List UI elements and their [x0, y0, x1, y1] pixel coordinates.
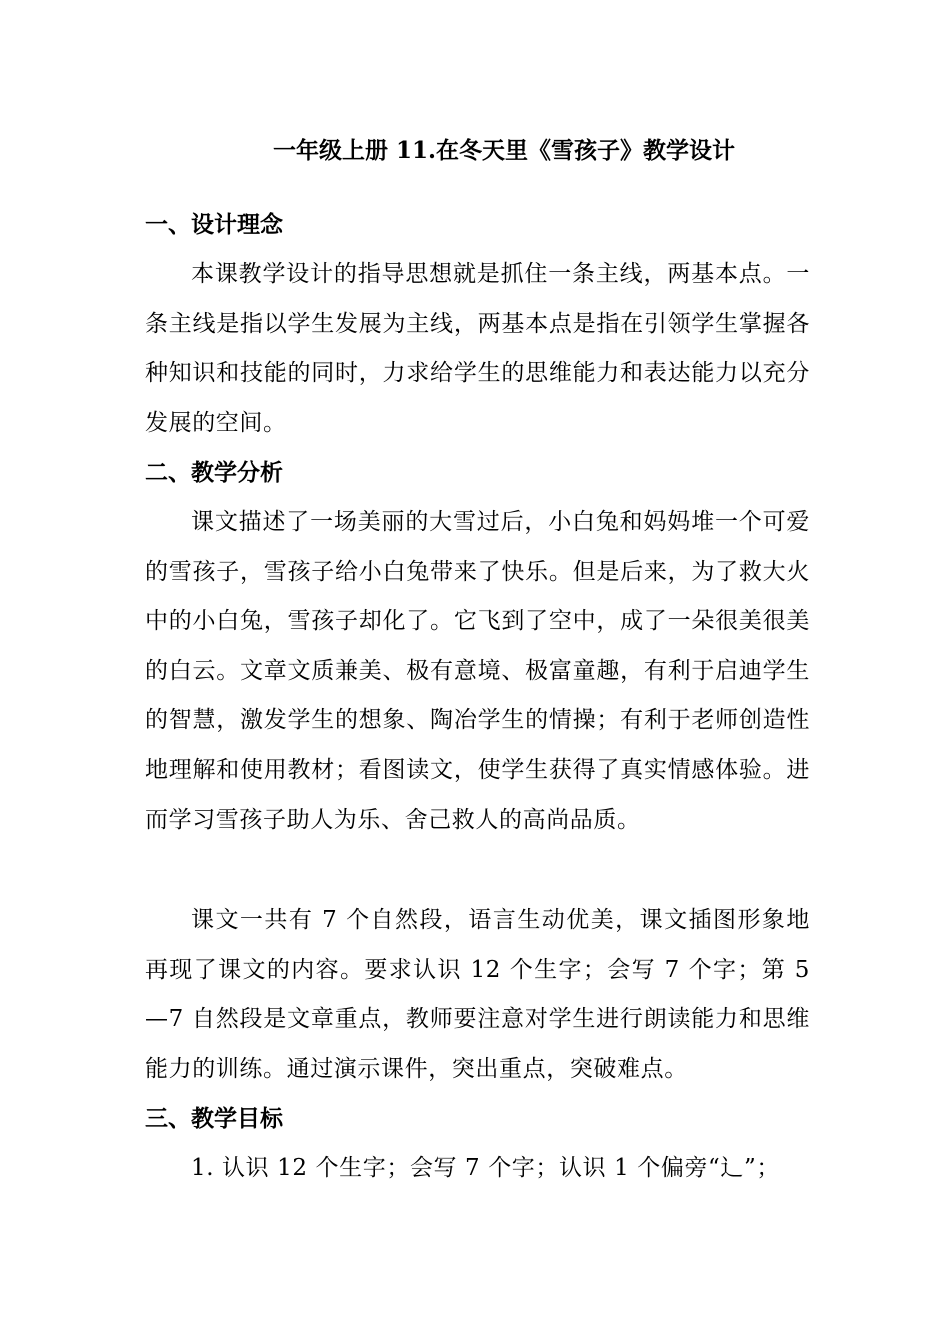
paragraph-teaching-analysis-2: 课文一共有 7 个自然段，语言生动优美，课文插图形象地再现了课文的内容。要求认识 12 个生字；会写 7 个字；第 5—7 自然段是文章重点，教师要注意对学生进行朗读能力和思维能力的训练。通过演示课件，突出重点，突破难点。 — [145, 907, 810, 1082]
section-heading-teaching-analysis: 二、教学分析 — [145, 459, 283, 486]
section-heading-design-concept: 一、设计理念 — [145, 211, 283, 238]
paragraph-teaching-goals-1: 1. 认识 12 个生字；会写 7 个字；认识 1 个偏旁“辶”； — [191, 1155, 780, 1181]
document-title: 一年级上册 11.在冬天里《雪孩子》教学设计 — [273, 137, 736, 164]
section-heading-teaching-goals: 三、教学目标 — [145, 1105, 283, 1132]
paragraph-design-concept: 本课教学设计的指导思想就是抓住一条主线，两基本点。一条主线是指以学生发展为主线，两基本点是指在引领学生掌握各种知识和技能的同时，力求给学生的思维能力和表达能力以充分发展的空间。 — [145, 261, 810, 436]
paragraph-teaching-analysis-1: 课文描述了一场美丽的大雪过后，小白兔和妈妈堆一个可爱的雪孩子，雪孩子给小白兔带来了快乐。但是后来，为了救大火中的小白兔，雪孩子却化了。它飞到了空中，成了一朵很美很美的白云。文章文质兼美、极有意境、极富童趣，有利于启迪学生的智慧，激发学生的想象、陶冶学生的情操；有利于老师创造性地理解和使用教材；看图读文，使学生获得了真实情感体验。进而学习雪孩子助人为乐、舍己救人的高尚品质。 — [145, 509, 810, 833]
